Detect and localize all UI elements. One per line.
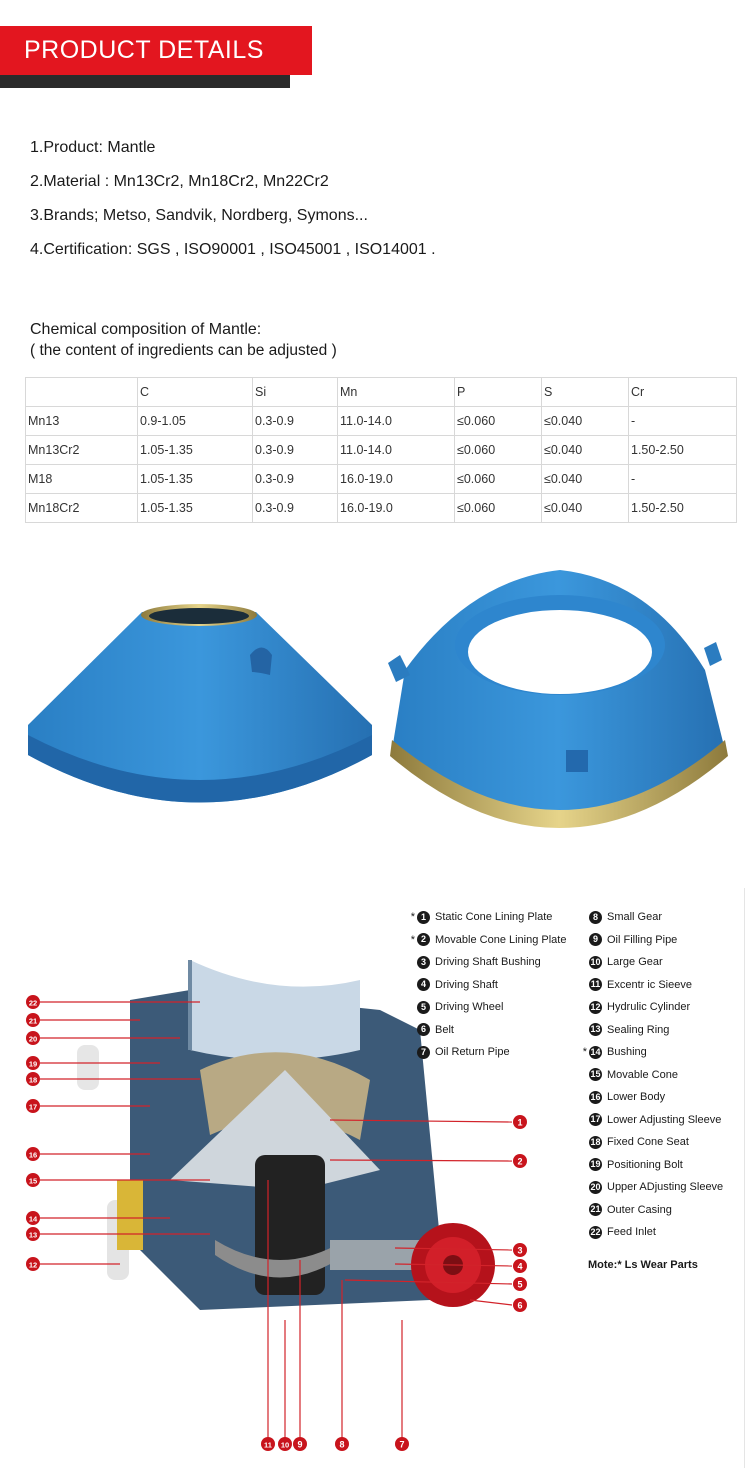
callouts-left	[26, 995, 40, 1271]
legend-number: 13	[590, 1024, 601, 1035]
table-cell: ≤0.060	[455, 494, 542, 523]
legend-label: Static Cone Lining Plate	[435, 911, 553, 924]
callout-8	[335, 1437, 349, 1451]
table-cell: 0.3-0.9	[253, 465, 338, 494]
svg-text:10: 10	[280, 1440, 290, 1450]
callout-15	[26, 1173, 40, 1187]
legend-item	[577, 974, 723, 997]
callouts-bottom	[261, 1437, 409, 1451]
table-cell: 16.0-19.0	[338, 494, 455, 523]
mantle-right-photo	[388, 570, 728, 828]
legend-item	[577, 1109, 723, 1132]
table-cell: 0.9-1.05	[138, 407, 253, 436]
callout-1	[513, 1115, 527, 1129]
legend-item	[577, 1221, 723, 1244]
callout-16	[26, 1147, 40, 1161]
legend-label: Driving Wheel	[435, 1001, 504, 1014]
svg-text:6: 6	[517, 1300, 523, 1311]
table-cell: 0.3-0.9	[253, 494, 338, 523]
callout-10	[278, 1437, 292, 1451]
legend-label: Driving Shaft Bushing	[435, 956, 541, 969]
legend-item	[577, 1086, 723, 1109]
legend-label: Belt	[435, 1023, 454, 1036]
legend-label: Outer Casing	[607, 1203, 672, 1216]
wear-part-star: *	[410, 933, 415, 946]
callout-17	[26, 1099, 40, 1113]
wear-part-star: *	[410, 911, 415, 924]
legend-number: 1	[417, 911, 430, 924]
detail-certification: 4.Certification: SGS , ISO90001 , ISO45001 , ISO14001 .	[30, 241, 436, 258]
table-cell: Mn18Cr2	[26, 494, 138, 523]
callout-2	[513, 1154, 527, 1168]
detail-material: 2.Material : Mn13Cr2, Mn18Cr2, Mn22Cr2	[30, 173, 329, 190]
legend-number: 2	[417, 933, 430, 946]
table-cell: ≤0.060	[455, 407, 542, 436]
legend-label: Positioning Bolt	[607, 1158, 683, 1171]
divider	[744, 888, 745, 1468]
table-header-cell: Si	[253, 378, 338, 407]
legend-left	[405, 906, 566, 1064]
legend-label: Large Gear	[607, 956, 663, 969]
table-row	[26, 494, 737, 523]
detail-product: 1.Product: Mantle	[30, 139, 156, 156]
callout-21	[26, 1013, 40, 1027]
callout-20	[26, 1031, 40, 1045]
legend-item	[405, 929, 566, 952]
mantle-photos	[0, 560, 750, 870]
table-cell: -	[629, 465, 737, 494]
legend-item	[577, 1176, 723, 1199]
legend-label: Movable Cone Lining Plate	[435, 933, 567, 946]
callout-6	[513, 1298, 527, 1312]
table-cell: 11.0-14.0	[338, 436, 455, 465]
callout-19	[26, 1056, 40, 1070]
legend-number: 16	[590, 1091, 601, 1102]
legend-number: 8	[589, 911, 602, 924]
svg-text:3: 3	[517, 1245, 523, 1256]
legend-label: Movable Cone	[607, 1068, 678, 1081]
legend-item	[577, 1041, 723, 1064]
legend-number: 11	[590, 979, 601, 990]
legend-number: 15	[590, 1069, 601, 1080]
table-row	[26, 465, 737, 494]
table-cell: ≤0.040	[542, 436, 629, 465]
callout-18	[26, 1072, 40, 1086]
legend-number: 3	[417, 956, 430, 969]
table-cell: ≤0.060	[455, 465, 542, 494]
chemical-note: ( the content of ingredients can be adjusted )	[30, 342, 337, 359]
svg-text:17: 17	[28, 1102, 38, 1112]
legend-item	[405, 996, 566, 1019]
svg-text:22: 22	[28, 998, 38, 1008]
page-title: PRODUCT DETAILS	[24, 36, 264, 64]
callout-3	[513, 1243, 527, 1257]
legend-item	[577, 951, 723, 974]
legend-number: 4	[417, 978, 430, 991]
table-cell: ≤0.060	[455, 436, 542, 465]
legend-number: 10	[590, 956, 601, 967]
legend-number: 22	[590, 1226, 601, 1237]
svg-text:16: 16	[28, 1150, 38, 1160]
table-cell: ≤0.040	[542, 494, 629, 523]
table-cell: 0.3-0.9	[253, 436, 338, 465]
svg-text:18: 18	[28, 1075, 38, 1085]
legend-right	[577, 906, 723, 1244]
table-cell: Mn13Cr2	[26, 436, 138, 465]
composition-table	[25, 377, 737, 523]
svg-text:14: 14	[28, 1214, 38, 1224]
legend-item	[405, 951, 566, 974]
legend-item	[577, 996, 723, 1019]
legend-item	[405, 1041, 566, 1064]
table-cell: 1.05-1.35	[138, 465, 253, 494]
legend-label: Small Gear	[607, 911, 663, 924]
legend-item	[577, 1131, 723, 1154]
table-row	[26, 407, 737, 436]
svg-text:4: 4	[517, 1261, 523, 1272]
legend-number: 5	[417, 1001, 430, 1014]
svg-text:7: 7	[399, 1439, 405, 1450]
legend-number: 17	[590, 1114, 601, 1125]
table-row	[26, 436, 737, 465]
callout-9	[293, 1437, 307, 1451]
legend-number: 9	[589, 933, 602, 946]
legend-item	[577, 906, 723, 929]
legend-number: 14	[590, 1046, 601, 1057]
legend-item	[577, 929, 723, 952]
svg-text:5: 5	[517, 1279, 523, 1290]
svg-text:12: 12	[28, 1260, 38, 1270]
legend-number: 21	[590, 1204, 601, 1215]
legend-number: 12	[590, 1001, 601, 1012]
callout-13	[26, 1227, 40, 1241]
legend-number: 7	[417, 1046, 430, 1059]
section-header	[0, 26, 312, 75]
table-cell: M18	[26, 465, 138, 494]
svg-text:20: 20	[28, 1034, 38, 1044]
detail-brands: 3.Brands; Metso, Sandvik, Nordberg, Symons...	[30, 207, 368, 224]
callout-5	[513, 1277, 527, 1291]
table-cell: Mn13	[26, 407, 138, 436]
legend-label: Bushing	[607, 1046, 647, 1059]
legend-label: Feed Inlet	[607, 1226, 656, 1239]
legend-number: 20	[590, 1181, 601, 1192]
svg-text:9: 9	[297, 1439, 303, 1450]
table-cell: ≤0.040	[542, 465, 629, 494]
callout-22	[26, 995, 40, 1009]
svg-text:8: 8	[339, 1439, 345, 1450]
wear-part-star: *	[582, 1046, 587, 1059]
table-header-row	[26, 378, 737, 407]
table-cell: 0.3-0.9	[253, 407, 338, 436]
legend-number: 6	[417, 1023, 430, 1036]
table-cell: 1.05-1.35	[138, 436, 253, 465]
legend-label: Driving Shaft	[435, 978, 498, 991]
legend-label: Lower Body	[607, 1091, 666, 1104]
table-header-cell: Mn	[338, 378, 455, 407]
table-header-cell: Cr	[629, 378, 737, 407]
legend-number: 18	[590, 1136, 601, 1147]
product-details-list	[30, 138, 730, 274]
table-cell: 16.0-19.0	[338, 465, 455, 494]
mantle-left-photo	[28, 604, 372, 803]
table-header-cell: S	[542, 378, 629, 407]
legend-item	[405, 974, 566, 997]
table-cell: -	[629, 407, 737, 436]
table-cell: 11.0-14.0	[338, 407, 455, 436]
chemical-title: Chemical composition of Mantle:	[30, 321, 262, 338]
svg-text:19: 19	[28, 1059, 38, 1069]
callout-11	[261, 1437, 275, 1451]
legend-label: Excentr ic Sieeve	[607, 978, 692, 991]
callout-4	[513, 1259, 527, 1273]
svg-text:11: 11	[264, 1440, 272, 1450]
legend-item	[405, 906, 566, 929]
legend-label: Sealing Ring	[607, 1023, 670, 1036]
table-cell: ≤0.040	[542, 407, 629, 436]
svg-text:1: 1	[517, 1117, 523, 1128]
legend-label: Oil Return Pipe	[435, 1046, 510, 1059]
legend-item	[577, 1154, 723, 1177]
svg-text:21: 21	[28, 1016, 38, 1026]
legend-item	[577, 1199, 723, 1222]
legend-item	[405, 1019, 566, 1042]
legend-label: Hydrulic Cylinder	[607, 1001, 691, 1014]
callout-7	[395, 1437, 409, 1451]
legend-item	[577, 1064, 723, 1087]
callouts-right	[513, 1115, 527, 1312]
svg-text:13: 13	[28, 1230, 38, 1240]
table-header-cell: P	[455, 378, 542, 407]
table-cell: 1.50-2.50	[629, 436, 737, 465]
table-header-cell	[26, 378, 138, 407]
svg-text:2: 2	[517, 1156, 523, 1167]
callout-14	[26, 1211, 40, 1225]
table-cell: 1.50-2.50	[629, 494, 737, 523]
callout-12	[26, 1257, 40, 1271]
wear-parts-note: Mote:* Ls Wear Parts	[588, 1259, 698, 1271]
legend-label: Upper ADjusting Sleeve	[607, 1181, 724, 1194]
table-header-cell: C	[138, 378, 253, 407]
legend-item	[577, 1019, 723, 1042]
legend-label: Lower Adjusting Sleeve	[607, 1113, 722, 1126]
legend-label: Fixed Cone Seat	[607, 1136, 689, 1149]
svg-text:15: 15	[28, 1176, 38, 1186]
legend-label: Oil Filling Pipe	[607, 933, 678, 946]
table-cell: 1.05-1.35	[138, 494, 253, 523]
legend-number: 19	[590, 1159, 601, 1170]
